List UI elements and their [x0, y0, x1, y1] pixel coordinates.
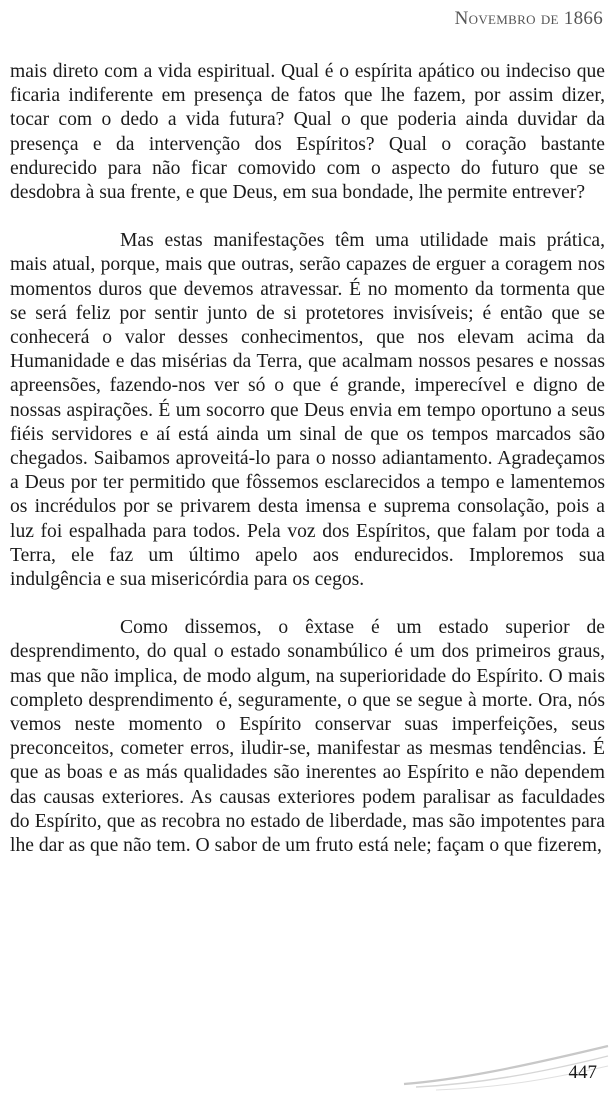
paragraph-manifestations: Mas estas manifestações têm uma utilidade mais prática, mais atual, porque, mais que outras, serão capazes de erguer a coragem nos momentos duros que devemos atravessar. É no momento da tormenta que se será feliz por sentir junto de si protetores invisíveis; é então que se conhecerá o valor desses conhecimentos, que nos elevam acima da Humanidade e das misérias da Terra, que acalmam nossos pesares e nossas apreensões, fazendo-nos ver só o que é grande, imperecível e digno de nossas aspirações. É um socorro que Deus envia em tempo oportuno a seus fiéis servidores e aí está ainda um sinal de que os tempos marcados são chegados. Saibamos aproveitá-lo para o nosso adiantamento. Agradeçamos a Deus por ter permitido que fôssemos esclarecidos a tempo e lamentemos os incrédulos por se privarem desta imensa e suprema consolação, pois a luz foi espalhada para todos. Pela voz dos Espíritos, que falam por toda a Terra, ele faz um último apelo aos endurecidos. Imploremos sua indulgência e sua misericórdia para os cegos. — [10, 230, 605, 591]
paragraph-continuation: mais direto com a vida espiritual. Qual é o espírita apático ou indeciso que ficaria indiferente em presença de fatos que lhe fazem, por assim dizer, tocar com o dedo a vida futura? Qual o que poderia ainda duvidar da presença e da intervenção dos Espíritos? Qual o coração bastante endurecido para não ficar comovido com o aspecto do futuro que se desdobra à sua frente, e que Deus, em sua bondade, lhe permite entrever? — [10, 61, 605, 204]
page-number: 447 — [568, 1062, 597, 1083]
running-header: Novembro de 1866 — [454, 8, 603, 29]
page-body — [10, 60, 605, 858]
paragraph-ecstasy: Como dissemos, o êxtase é um estado superior de desprendimento, do qual o estado sonambúlico é um dos primeiros graus, mas que não implica, de modo algum, na superioridade do Espírito. O mais completo desprendimento é, seguramente, o que se segue à morte. Ora, nós vemos neste momento o Espírito conservar suas imperfeições, seus preconceitos, cometer erros, iludir-se, manifestar as mesmas tendências. É que as boas e as más qualidades são inerentes ao Espírito e não dependem das causas exteriores. As causas exteriores podem paralisar as faculdades do Espírito, que as recobra no estado de liberdade, mas são impotentes para lhe dar as que não tem. O sabor de um fruto está nele; façam o que fizerem, — [10, 617, 605, 857]
